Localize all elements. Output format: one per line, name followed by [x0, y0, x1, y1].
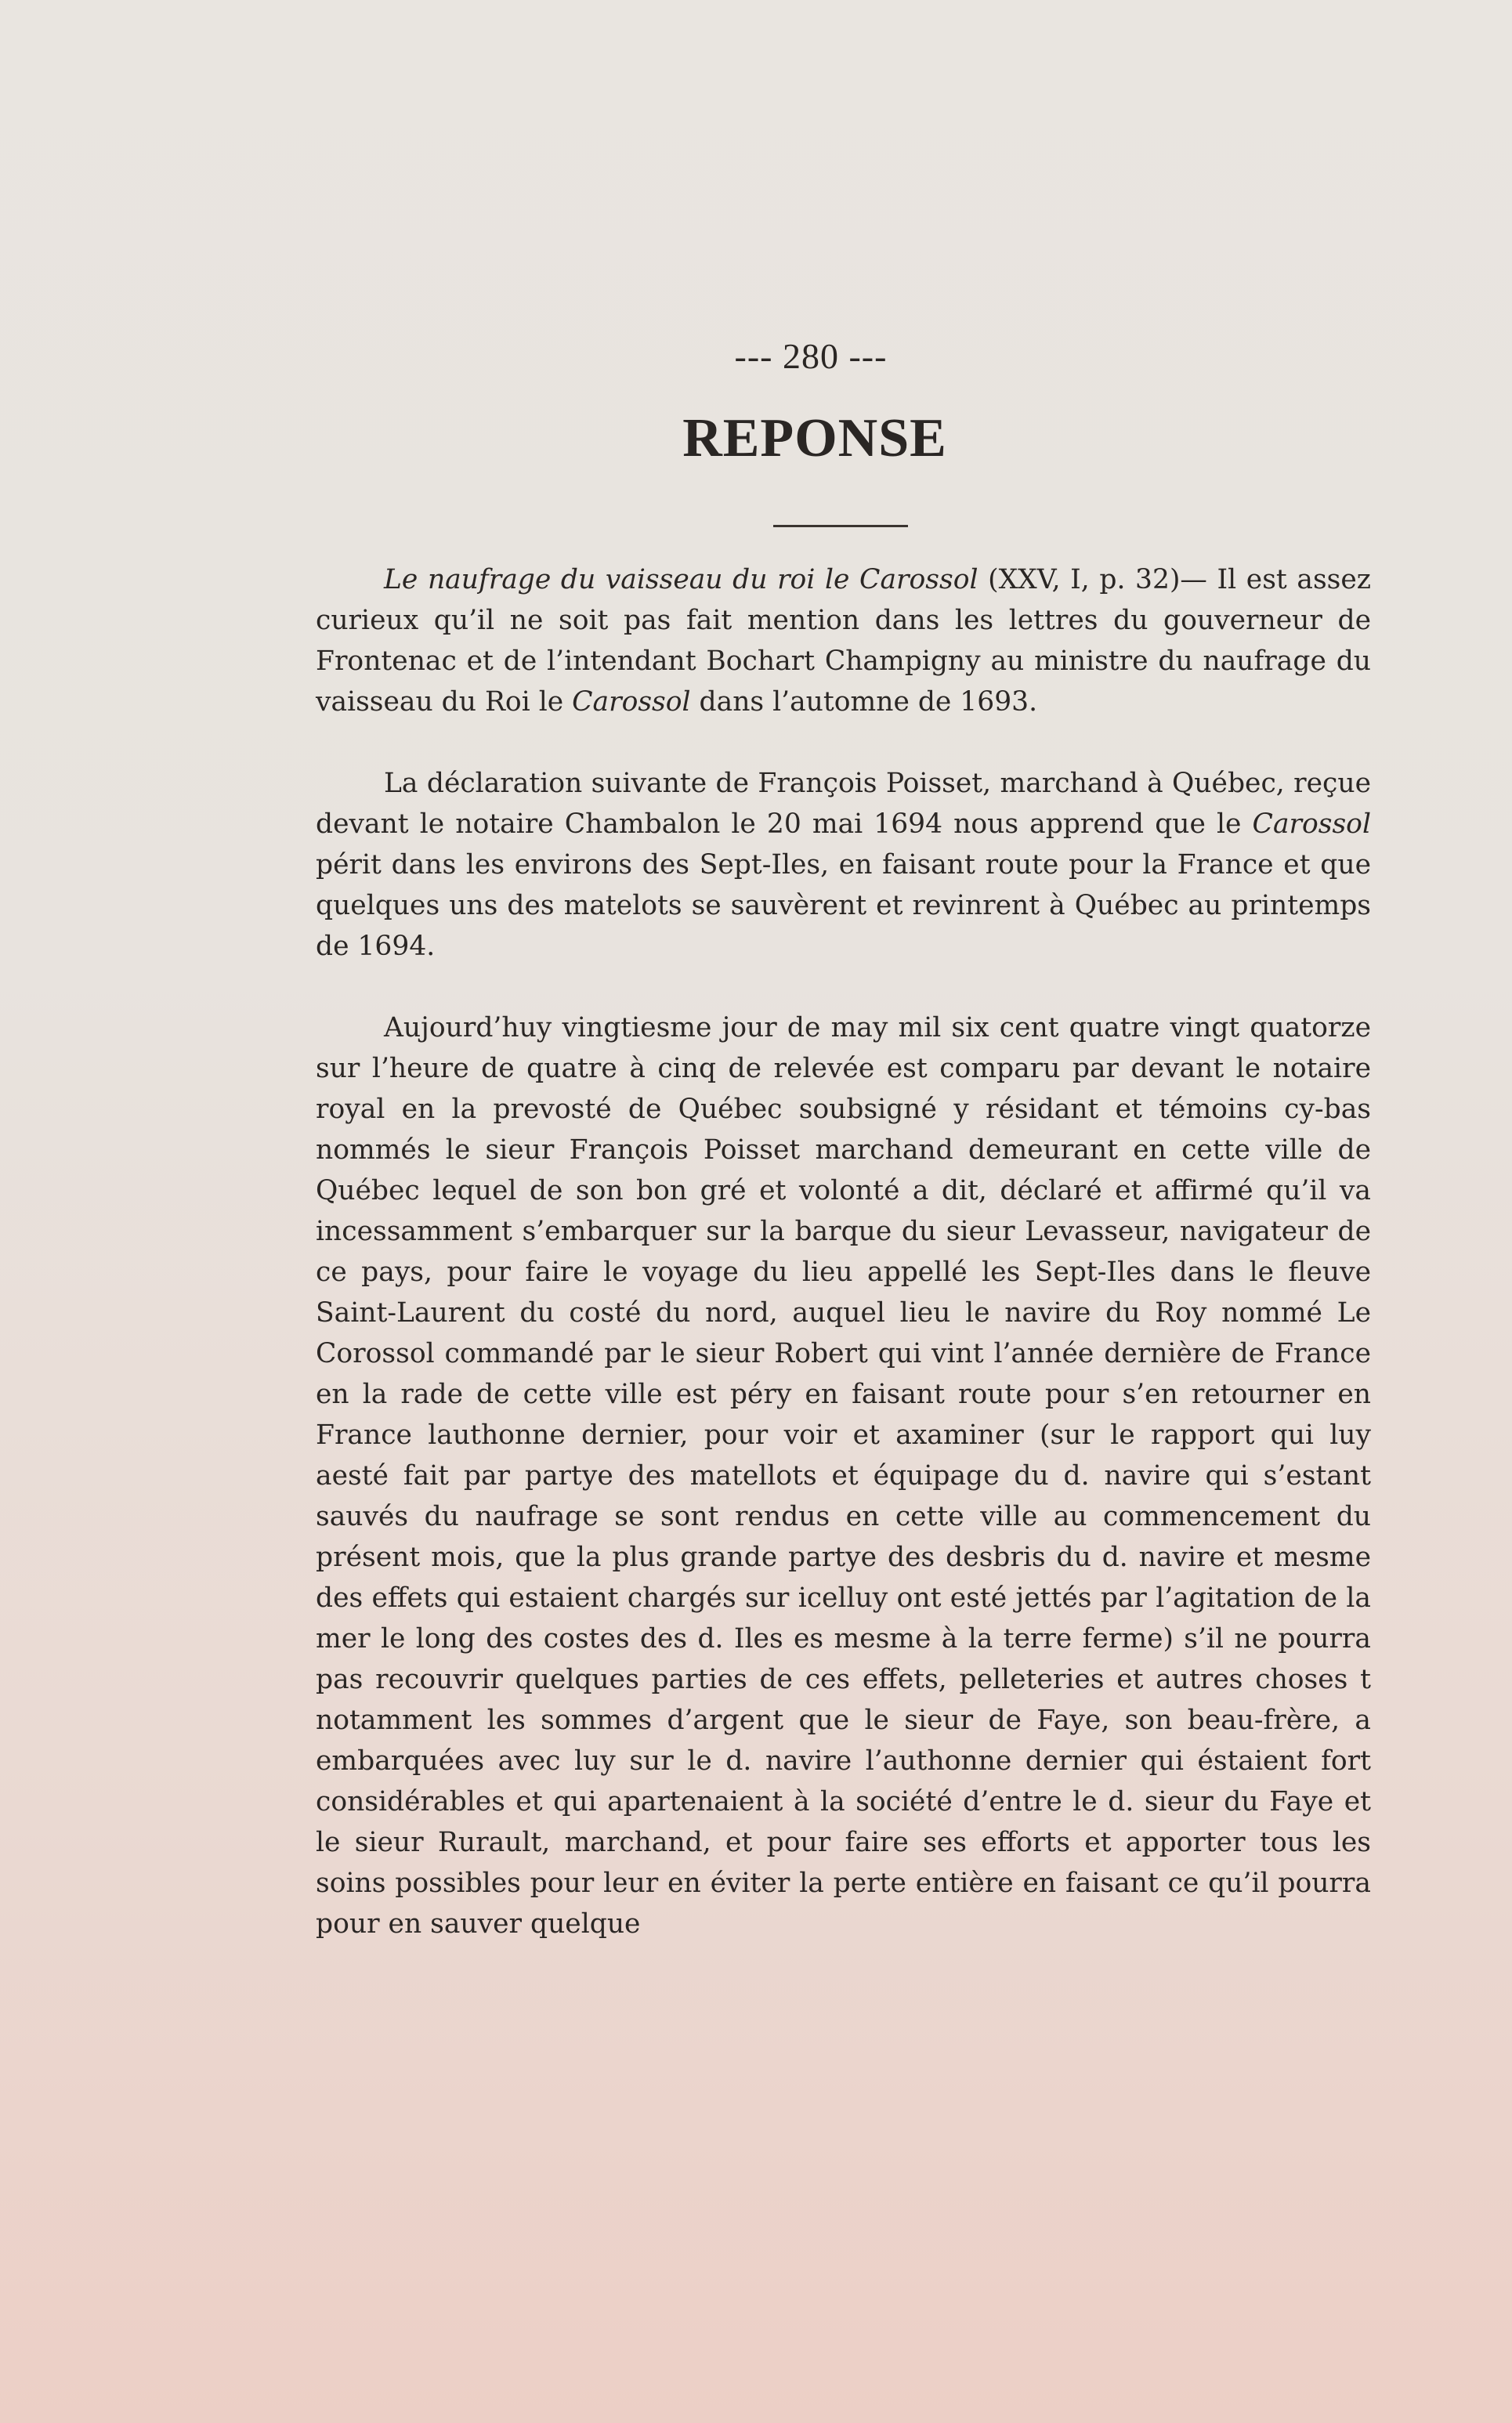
paragraph-1 [316, 559, 1371, 722]
paragraph-text: Aujourd’huy vingtiesme jour de may mil six cent quatre vingt quatorze sur l’heure de quatre à cinq de relevée est comparu par devant le notaire royal en la prevosté de Québec soubsigné y résidant et témoins cy-bas nommés le sieur François Poisset marchand demeurant en cette ville de Québec lequel de son bon gré et volonté a dit, déclaré et affirmé qu’il va incessamment s’embarquer sur la barque du sieur Levasseur, navigateur de ce pays, pour faire le voyage du lieu appellé les Sept-Iles dans le fleuve Saint-Laurent du costé du nord, auquel lieu le navire du Roy nommé Le Corossol commandé par le sieur Robert qui vint l’année dernière de France en la rade de cette ville est péry en faisant route pour s’en retourner en France lauthonne dernier, pour voir et axaminer (sur le rapport qui luy aesté fait par partye des matellots et équipage du d. navire qui s’estant sauvés du naufrage se sont rendus en cette ville au commencement du présent mois, que la plus grande partye des desbris du d. navire et mesme des effets qui estaient chargés sur icelluy ont esté jettés par l’agitation de la mer le long des costes des d. Iles es mesme à la terre ferme) s’il ne pourra pas recouvrir quelques parties de ces effets, pelleteries et autres choses t notamment les sommes d’argent que le sieur de Faye, son beau-frère, a embarquées avec luy sur le d. navire l’authonne dernier qui éstaient fort considérables et qui apartenaient à la société d’entre le d. sieur du Faye et le sieur Rurault, marchand, et pour faire ses efforts et apporter tous les soins possibles pour leur en éviter la perte entière en faisant ce qu’il pourra pour en sauver quelque [316, 1012, 1371, 1940]
paragraph-text: dans l’automne de 1693. [690, 686, 1038, 718]
paragraph-text: périt dans les environs des Sept-Iles, en faisant route pour la France et que quelques uns des matelots se sauvèrent et revinrent à Québec au printemps de 1694. [316, 849, 1371, 962]
body-text [316, 559, 1371, 1985]
italic-ship-name: Carossol [572, 686, 691, 718]
heading-rule [773, 525, 908, 527]
paragraph-2 [316, 763, 1371, 967]
italic-ship-name: Carossol [1252, 808, 1371, 840]
paragraph-3 [316, 1007, 1371, 1944]
section-heading: REPONSE [682, 408, 947, 468]
page-number: --- 280 --- [734, 336, 888, 376]
paragraph-text: La déclaration suivante de François Poisset, marchand à Québec, reçue devant le notaire Chambalon le 20 mai 1694 nous apprend que le [316, 768, 1371, 840]
paragraph-text: (XXV, I, p. 32)— Il est assez curieux qu’il ne soit pas fait mention dans les lettres du gouverneur de Frontenac et de l’intendant Bochart Champigny au ministre du naufrage du vaisseau du Roi le [316, 564, 1371, 718]
italic-title: Le naufrage du vaisseau du roi le Carossol [384, 564, 978, 595]
